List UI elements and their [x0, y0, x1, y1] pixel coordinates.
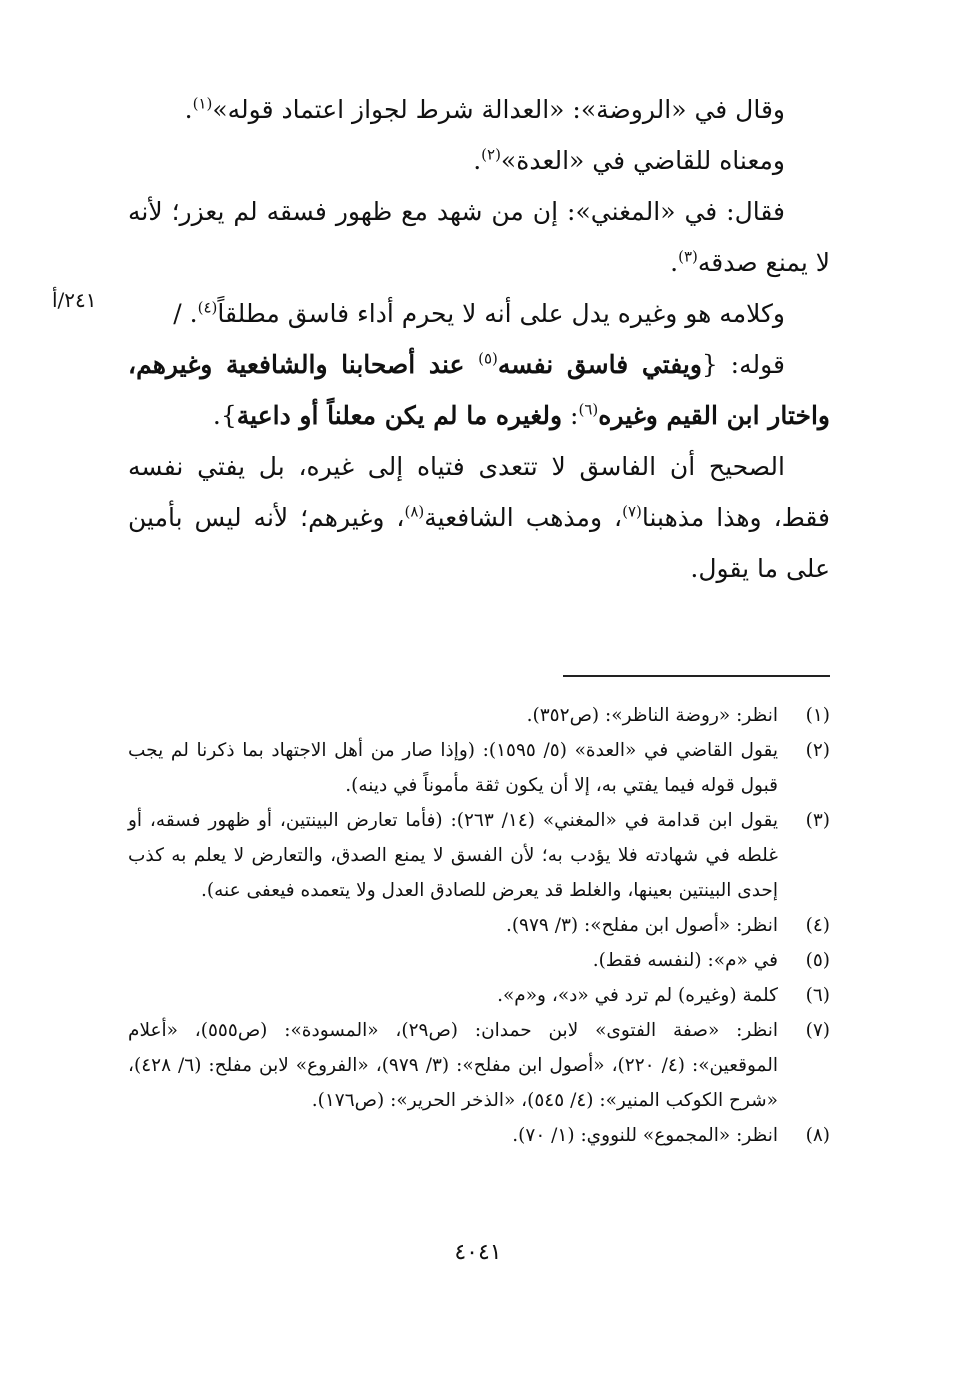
quote-bold-2: عند أصحابنا والشافعية وغيرهم، واختار ابن القيم وغيره — [128, 350, 830, 430]
paragraph-1-end: . — [184, 95, 193, 124]
footnote-text: انظر: «المجموع» للنووي: (١/ ٧٠). — [512, 1125, 778, 1146]
footnote-ref-6[interactable]: (٦) — [578, 400, 599, 419]
footnote-ref-1[interactable]: (١) — [192, 94, 213, 113]
paragraph-2-end: . — [473, 146, 482, 175]
paragraph-6 — [128, 441, 830, 594]
footnote-number: (٨) — [805, 1125, 830, 1146]
quote-bold-1: ويفتي فاسق نفسه — [497, 350, 702, 379]
footnote-ref-7[interactable]: (٧) — [622, 502, 642, 521]
quote-lead: قوله: { — [701, 350, 785, 379]
footnote-ref-4[interactable]: (٤) — [197, 298, 218, 317]
quote-bold-3: ولغيره ما لم يكن معلناً أو داعية — [236, 401, 563, 430]
footnote-number: (٦) — [805, 985, 830, 1006]
paragraph-3-text: فقال: في «المغني»: إن من شهد مع ظهور فسقه لم يعزر؛ لأنه لا يمنع صدقه — [128, 197, 830, 277]
footnote-number: (٥) — [805, 950, 830, 971]
footnote-number: (٧) — [805, 1020, 830, 1041]
paragraph-1 — [128, 84, 830, 135]
footnote-number: (٢) — [805, 740, 830, 761]
footnote-item — [128, 733, 830, 803]
footnote-number: (٣) — [805, 810, 830, 831]
paragraph-4-text: وكلامه هو وغيره يدل على أنه لا يحرم أداء فاسق مطلقاً — [217, 299, 785, 328]
paragraph-3 — [128, 186, 830, 288]
footnote-item — [128, 803, 830, 908]
paragraph-4-end: . / — [173, 299, 198, 328]
footnote-item — [128, 698, 830, 733]
footnote-text: انظر: «صفة الفتوى» لابن حمدان: (ص٢٩)، «المسودة»: (ص٥٥٥)، «أعلام الموقعين»: (٤/ ٢٢٠)، «أصول ابن مفلح»: (٣/ ٩٧٩)، «الفروع» لابن مفلح: (٦/ ٤٢٨)، «شرح الكوكب المنير»: (٤/ ٥٤٥)، «الذخر الحرير»: (ص١٧٦). — [128, 1020, 778, 1111]
paragraph-3-end: . — [670, 248, 679, 277]
footnote-ref-8[interactable]: (٨) — [404, 502, 425, 521]
footnotes-section — [128, 698, 830, 1153]
footnote-text: انظر: «أصول ابن مفلح»: (٣/ ٩٧٩). — [505, 915, 778, 936]
footnote-ref-2[interactable]: (٢) — [481, 145, 501, 164]
footnote-text: انظر: «روضة الناظر»: (ص٣٥٢). — [526, 705, 778, 726]
main-text — [128, 84, 830, 594]
footnote-item — [128, 1118, 830, 1153]
paragraph-2 — [128, 135, 830, 186]
manuscript-folio-reference: ٢٤١/أ — [52, 288, 97, 312]
paragraph-2-text: ومعناه للقاضي في «العدة» — [500, 146, 785, 175]
paragraph-5-matn-quote — [128, 339, 830, 441]
footnote-number: (١) — [805, 705, 830, 726]
quote-end: }. — [212, 401, 237, 430]
quote-mid: : — [562, 401, 579, 430]
footnote-item — [128, 908, 830, 943]
paragraph-4 — [128, 288, 830, 339]
footnote-text: يقول ابن قدامة في «المغني» (١٤/ ٢٦٣): (فأما تعارض البينتين، أو ظهور فسقه، أو غلطه في شهادته فلا يؤدب به؛ لأن الفسق لا يمنع الصدق، والتعارض لا يعلم به كذب إحدى البينتين بعينها، والغلط قد يعرض للصادق العدل ولا يتعمده فيعفى عنه). — [128, 810, 778, 901]
footnote-item — [128, 1013, 830, 1118]
footnote-text: يقول القاضي في «العدة» (٥/ ١٥٩٥): (وإذا صار من أهل الاجتهاد بما ذكرنا لم يجب قبول قوله فيما يفتي به، إلا أن يكون ثقة مأموناً في دينه). — [128, 740, 779, 796]
footnote-ref-5[interactable]: (٥) — [478, 349, 498, 368]
footnote-item — [128, 978, 830, 1013]
paragraph-1-text: وقال في «الروضة»: «العدالة شرط لجواز اعتماد قوله» — [212, 95, 785, 124]
footnote-ref-3[interactable]: (٣) — [678, 247, 698, 266]
footnote-text: كلمة (وغيره) لم ترد في «د»، و«م». — [497, 985, 778, 1006]
footnote-number: (٤) — [805, 915, 830, 936]
paragraph-6-part-1: الصحيح أن الفاسق لا تتعدى فتياه إلى غيره، بل يفتي نفسه فقط، وهذا مذهبنا — [128, 452, 830, 532]
paragraph-6-part-3: ، وغيرهم؛ لأنه ليس بأمين على ما يقول. — [128, 503, 830, 583]
paragraph-6-part-2: ، ومذهب الشافعية — [424, 503, 623, 532]
footnote-text: في «م»: (لنفسه فقط). — [592, 950, 778, 971]
footnote-separator — [563, 675, 830, 677]
footnote-item — [128, 943, 830, 978]
page-number: ٤٠٤١ — [454, 1240, 502, 1265]
